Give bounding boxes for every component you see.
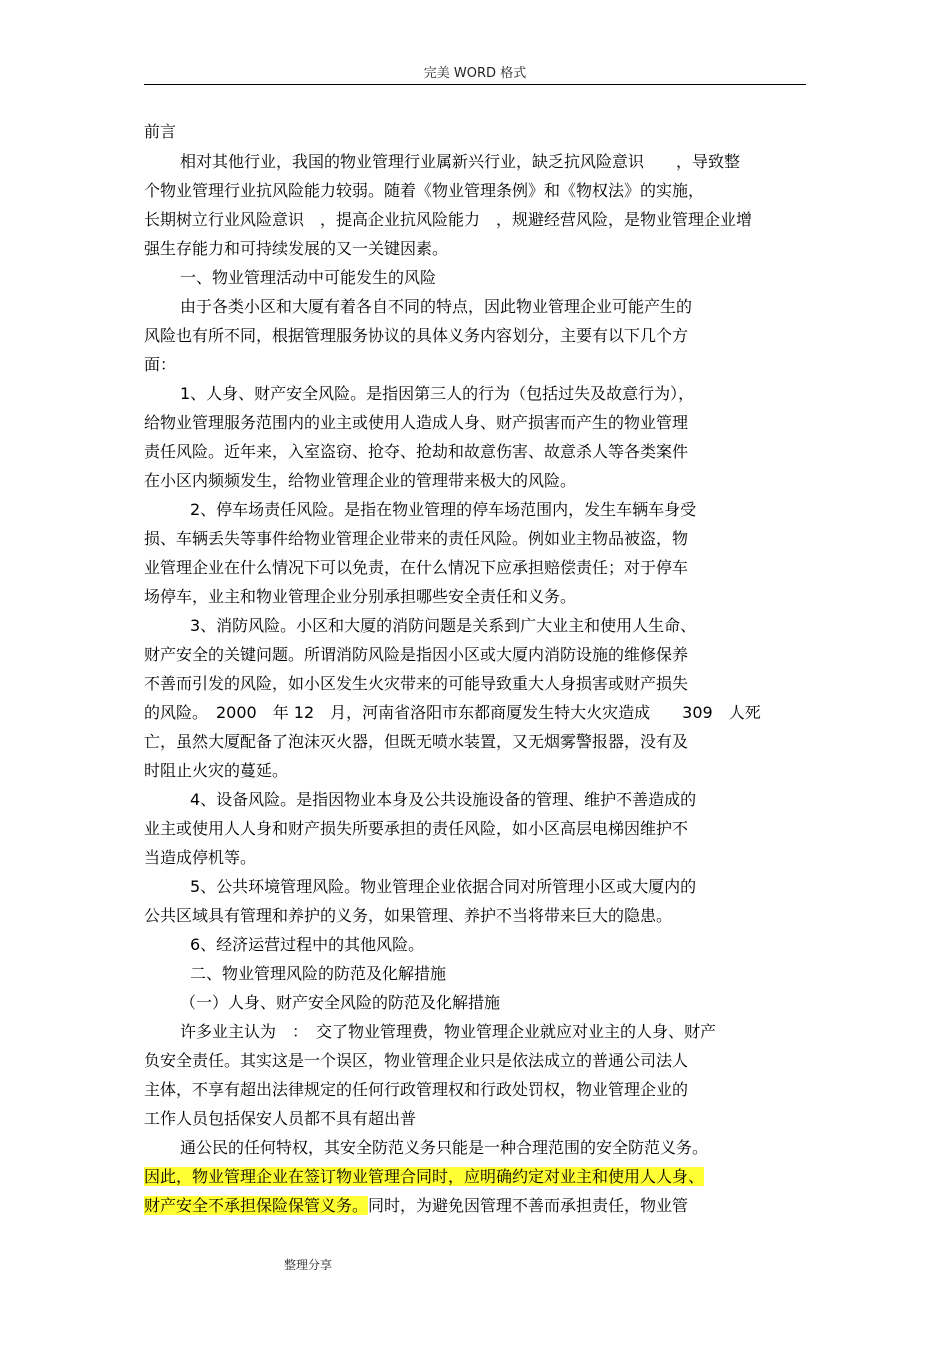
paragraph-line: 相对其他行业，我国的物业管理行业属新兴行业，缺乏抗风险意识 ，导致整 [180,152,741,171]
paragraph-line: 损、车辆丢失等事件给物业管理企业带来的责任风险。例如业主物品被盗，物 [144,529,689,548]
header-rule [144,84,806,85]
paragraph-line: 的风险。 2000 年 12 月，河南省洛阳市东都商厦发生特大火灾造成 309 人死 [144,703,761,722]
heading-line: （一）人身、财产安全风险的防范及化解措施 [180,993,501,1012]
paragraph-line: 3、消防风险。小区和大厦的消防问题是关系到广大业主和使用人生命、 [190,616,697,635]
paragraph-line: 4、设备风险。是指因物业本身及公共设施设备的管理、维护不善造成的 [190,790,697,809]
highlighted-line [144,1167,704,1187]
paragraph-line: 亡，虽然大厦配备了泡沫灭火器，但既无喷水装置，又无烟雾警报器，没有及 [144,732,689,751]
paragraph-line: 公共区域具有管理和养护的义务，如果管理、养护不当将带来巨大的隐患。 [144,906,673,925]
paragraph-line: 当造成停机等。 [144,848,257,867]
paragraph-line: 由于各类小区和大厦有着各自不同的特点，因此物业管理企业可能产生的 [180,297,693,316]
heading-line: 一、物业管理活动中可能发生的风险 [180,268,437,287]
paragraph-line: 5、公共环境管理风险。物业管理企业依据合同对所管理小区或大厦内的 [190,877,697,896]
paragraph-line: 2、停车场责任风险。是指在物业管理的停车场范围内，发生车辆车身受 [190,500,697,519]
highlight-span: 财产安全不承担保险保管义务。 [144,1196,369,1215]
paragraph-line: 通公民的任何特权，其安全防范义务只能是一种合理范围的安全防范义务。 [180,1138,709,1157]
paragraph-line: 许多业主认为 ： 交了物业管理费，物业管理企业就应对业主的人身、财产 [180,1022,717,1041]
paragraph-line: 财产安全的关键问题。所谓消防风险是指因小区或大厦内消防设施的维修保养 [144,645,689,664]
mixed-line [144,1196,688,1216]
section-title: 前言 [144,122,177,141]
paragraph-line: 强生存能力和可持续发展的又一关键因素。 [144,239,449,258]
paragraph-line: 场停车，业主和物业管理企业分别承担哪些安全责任和义务。 [144,587,577,606]
page-footer: 整理分享 [284,1258,333,1272]
paragraph-line: 工作人员包括保安人员都不具有超出普 [144,1109,417,1128]
paragraph-line: 业管理企业在什么情况下可以免责，在什么情况下应承担赔偿责任；对于停车 [144,558,689,577]
heading-line: 二、物业管理风险的防范及化解措施 [190,964,447,983]
paragraph-line: 个物业管理行业抗风险能力较弱。随着《物业管理条例》和《物权法》的实施， [144,181,705,200]
paragraph-line: 业主或使用人人身和财产损失所要承担的责任风险，如小区高层电梯因维护不 [144,819,689,838]
page-header: 完美 WORD 格式 [423,66,527,81]
paragraph-line: 1、人身、财产安全风险。是指因第三人的行为（包括过失及故意行为）， [180,384,695,403]
paragraph-line: 时阻止火灾的蔓延。 [144,761,289,780]
paragraph-line: 主体，不享有超出法律规定的任何行政管理权和行政处罚权，物业管理企业的 [144,1080,689,1099]
paragraph-line: 在小区内频频发生，给物业管理企业的管理带来极大的风险。 [144,471,577,490]
paragraph-line: 给物业管理服务范围内的业主或使用人造成人身、财产损害而产生的物业管理 [144,413,689,432]
paragraph-line: 长期树立行业风险意识 ，提高企业抗风险能力 ，规避经营风险，是物业管理企业增 [144,210,753,229]
paragraph-line: 责任风险。近年来，入室盗窃、抢夺、抢劫和故意伤害、故意杀人等各类案件 [144,442,689,461]
paragraph-line: 负安全责任。其实这是一个误区，物业管理企业只是依法成立的普通公司法人 [144,1051,689,1070]
paragraph-line: 6、经济运营过程中的其他风险。 [190,935,425,954]
paragraph-line: 风险也有所不同，根据管理服务协议的具体义务内容划分，主要有以下几个方 [144,326,689,345]
paragraph-line: 不善而引发的风险，如小区发生火灾带来的可能导致重大人身损害或财产损失 [144,674,689,693]
plain-span: 同时，为避免因管理不善而承担责任，物业管 [368,1196,689,1215]
paragraph-line: 面： [144,355,177,374]
highlight-span: 因此，物业管理企业在签订物业管理合同时，应明确约定对业主和使用人人身、 [144,1167,705,1186]
